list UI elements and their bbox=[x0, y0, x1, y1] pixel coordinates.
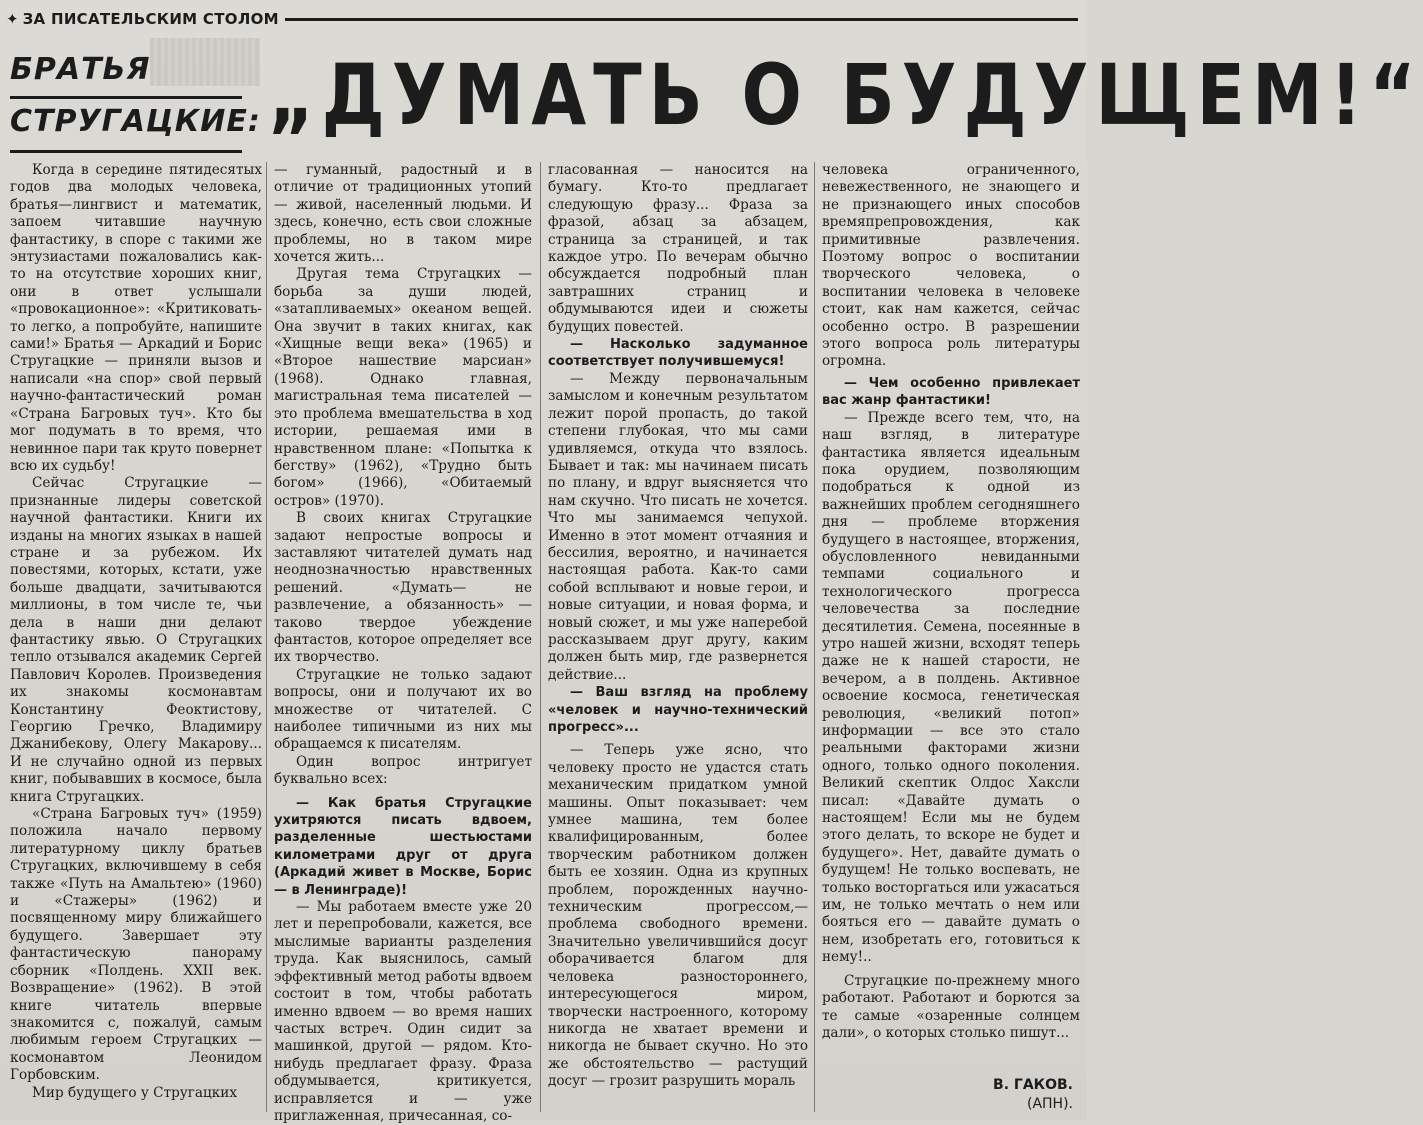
paragraph: Стругацкие не только задают вопросы, они и получают их во множестве от читателей. С наиболее типичными из них мы обращаемся к писателям. bbox=[274, 666, 532, 753]
interview-question: — Чем особенно привлекает вас жанр фантастики! bbox=[822, 375, 1080, 409]
paragraph: Когда в середине пятидесятых годов два молодых человека, братья—лингвист и математик, запоем читавшие научную фантастику, в споре с такими же энтузиастами пожаловались как-то на отсутствие хороших книг, они в ответ услышали «провокационное»: «Критиковать-то легко, а попробуйте, напишите сами!» Братья — Аркадий и Борис Стругацкие — приняли вызов и написали «на спор» свой первый научно-фантастический роман «Страна Багровых туч». Кто бы мог подумать в то время, что невинное пари так круто повернет всю их судьбу! bbox=[10, 162, 262, 474]
author-signature: В. ГАКОВ. bbox=[993, 1077, 1073, 1093]
interview-question: — Как братья Стругацкие ухитряются писать вдвоем, разделенные шестьюстами километрами друг от друга (Аркадий живет в Москве, Борис — в Ленинграде)! bbox=[274, 795, 532, 898]
article-column-2 bbox=[274, 162, 532, 1124]
column-rule bbox=[266, 162, 267, 1112]
paragraph: — Мы работаем вместе уже 20 лет и перепробовали, кажется, все мыслимые варианты разделения труда. Как выяснилось, самый эффективный метод работы вдвоем состоит в том, чтобы работать именно вдвоем — во время наших частых встреч. Один сидит за машинкой, другой — рядом. Кто-нибудь предлагает фразу. Фраза обдумывается, критикуется, исправляется и — уже приглаженная, причесанная, со- bbox=[274, 899, 532, 1124]
paragraph: Мир будущего у Стругацких bbox=[32, 1084, 237, 1101]
paragraph: «Страна Багровых туч» (1959) положила начало первому литературному циклу братьев Стругацких, включившему в себя также «Путь на Амальтею» (1960) и «Стажеры» (1962) и посвященному миру ближайшего будущего. Завершает эту фантастическую панораму сборник «Полдень. XXII век. Возвращение» (1962). В этой книге читатель впервые знакомится с, пожалуй, самым любимым героем Стругацких — космонавтом Леонидом Горбовским. bbox=[10, 806, 262, 1084]
kicker-rule-1 bbox=[10, 96, 242, 99]
rubric-bar bbox=[6, 6, 1078, 32]
paragraph: — гуманный, радостный и в отличие от традиционных утопий — живой, населенный людьми. И здесь, конечно, есть свои сложные проблемы, но в таком мире хочется жить... bbox=[274, 162, 532, 266]
paragraph: человека ограниченного, невежественного, не знающего и не признающего иных способов времяпрепровождения, как примитивные развлечения. Поэтому вопрос о воспитании творческого человека, о воспитании человека в человеке стоит, как нам кажется, сейчас особенно остро. В разрешении этого вопроса роль литературы огромна. bbox=[822, 162, 1080, 370]
paragraph: Один вопрос интригует буквально всех: bbox=[274, 753, 532, 788]
paragraph: В своих книгах Стругацкие задают непростые вопросы и заставляют читателей думать над неоднозначностью нравственных решений. «Думать— не развлечение, а обязанность» — таково твердое убеждение фантастов, которое определяет все их творчество. bbox=[274, 510, 532, 666]
rubric-rule bbox=[285, 18, 1078, 21]
interview-question: — Насколько задуманное соответствует получившемуся! bbox=[548, 337, 808, 370]
article-column-1 bbox=[10, 162, 262, 1118]
article-column-4 bbox=[822, 162, 1080, 1074]
paragraph: гласованная — наносится на бумагу. Кто-то предлагает следующую фразу... Фраза за фразой, абзац за абзацем, страница за страницей, и так каждое утро. По вечерам обычно обсуждается подробный план завтрашних страниц и обдумываются идеи и сюжеты будущих повестей. bbox=[548, 162, 808, 335]
headline: „ДУМАТЬ О БУДУЩЕМ!“ bbox=[268, 46, 1423, 144]
paragraph: — Теперь уже ясно, что человеку просто не удастся стать механическим придатком умной машины. Опыт показывает: чем умнее машина, тем более квалифицированным, более творческим работником должен быть ее хозяин. Одна из крупных проблем, порожденных научно-техническим прогрессом,— проблема свободного времени. Значительно увеличившийся досуг оборачивается благом для человека разностороннего, интересующегося миром, творчески настроенного, которому никогда не хватает времени и никогда не бывает скучно. Но это же обстоятельство — растущий досуг — грозит разрушить мораль bbox=[548, 742, 808, 1090]
rubric-title: ЗА ПИСАТЕЛЬСКИМ СТОЛОМ bbox=[22, 10, 279, 28]
paragraph: Стругацкие по-прежнему много работают. Работают и борются за те самые «озаренные солнцем дали», о которых столько пишут... bbox=[822, 972, 1080, 1041]
paragraph: Сейчас Стругацкие — признанные лидеры советской научной фантастики. Книги их изданы на многих языках в нашей стране и за рубежом. Их повестями, которых, кстати, уже больше двадцати, зачитываются миллионы, в том числе те, чьи дела в наши дни делают фантастику явью. О Стругацких тепло отзывался академик Сергей Павлович Королев. Произведения их знакомы космонавтам Константину Феоктистову, Георгию Гречко, Владимиру Джанибекову, Олегу Макарову... И не случайно одной из первых книг, побывавших в космосе, была книга Стругацких. bbox=[10, 475, 262, 805]
bleed-through-noise bbox=[150, 38, 260, 86]
kicker-line-2: СТРУГАЦКИЕ: bbox=[10, 104, 261, 139]
article-column-3 bbox=[548, 162, 808, 1118]
column-rule bbox=[814, 162, 815, 1112]
kicker-rule-2 bbox=[10, 150, 242, 153]
interview-question: — Ваш взгляд на проблему «человек и научно-технический прогресс»... bbox=[548, 685, 808, 735]
agency-credit: (АПН). bbox=[1026, 1096, 1073, 1112]
kicker-line-1: БРАТЬЯ bbox=[10, 52, 151, 87]
column-rule bbox=[540, 162, 541, 1112]
star-icon: ✦ bbox=[6, 10, 19, 28]
paragraph: — Прежде всего тем, что, на наш взгляд, в литературе фантастика является идеальным пока орудием, позволяющим подобраться к одной из важнейших проблем сегодняшнего дня — проблеме вторжения будущего в настоящее, вторжения, обусловленного невиданными темпами социального и технологического прогресса человечества за последние десятилетия. Семена, посеянные в утро нашей жизни, всходят теперь даже не к нашей старости, не вечером, а в полдень. Активное освоение космоса, генетическая революция, «великий потоп» информации — все это стало реальными факторами жизни одного, только одного поколения. Великий скептик Олдос Хаксли писал: «Давайте думать о настоящем! Если мы не будем этого делать, то вскоре не будет и будущего». Нет, давайте думать о будущем! Не только воспевать, не только восторгаться или ужасаться им, не только мечтать о нем или бояться его — давайте думать о нем, изобретать его, готовиться к нему!.. bbox=[822, 409, 1080, 966]
paragraph: — Между первоначальным замыслом и конечным результатом лежит порой пропасть, до такой степени глубокая, что мы сами удивляемся, откуда что взялось. Бывает и так: мы начинаем писать по плану, и вдруг выясняется что нам скучно. Что писать не хочется. Что мы занимаемся чепухой. Именно в этот момент отчаяния и бессилия, вероятно, и начинается настоящая работа. Как-то сами собой всплывают и новые герои, и новые ситуации, и новая форма, и новый сюжет, и мы уже наперебой рассказываем друг другу, каким должен быть мир, где развернется действие... bbox=[548, 370, 808, 683]
paragraph: Другая тема Стругацких — борьба за души людей, «затапливаемых» океаном вещей. Она звучит в таких книгах, как «Хищные вещи века» (1965) и «Второе нашествие марсиан» (1968). Однако главная, магистральная тема писателей — это проблема вмешательства в ход истории, решаемая ими в нравственном плане: «Попытка к бегству» (1962), «Трудно быть богом» (1966), «Обитаемый остров» (1970). bbox=[274, 266, 532, 509]
